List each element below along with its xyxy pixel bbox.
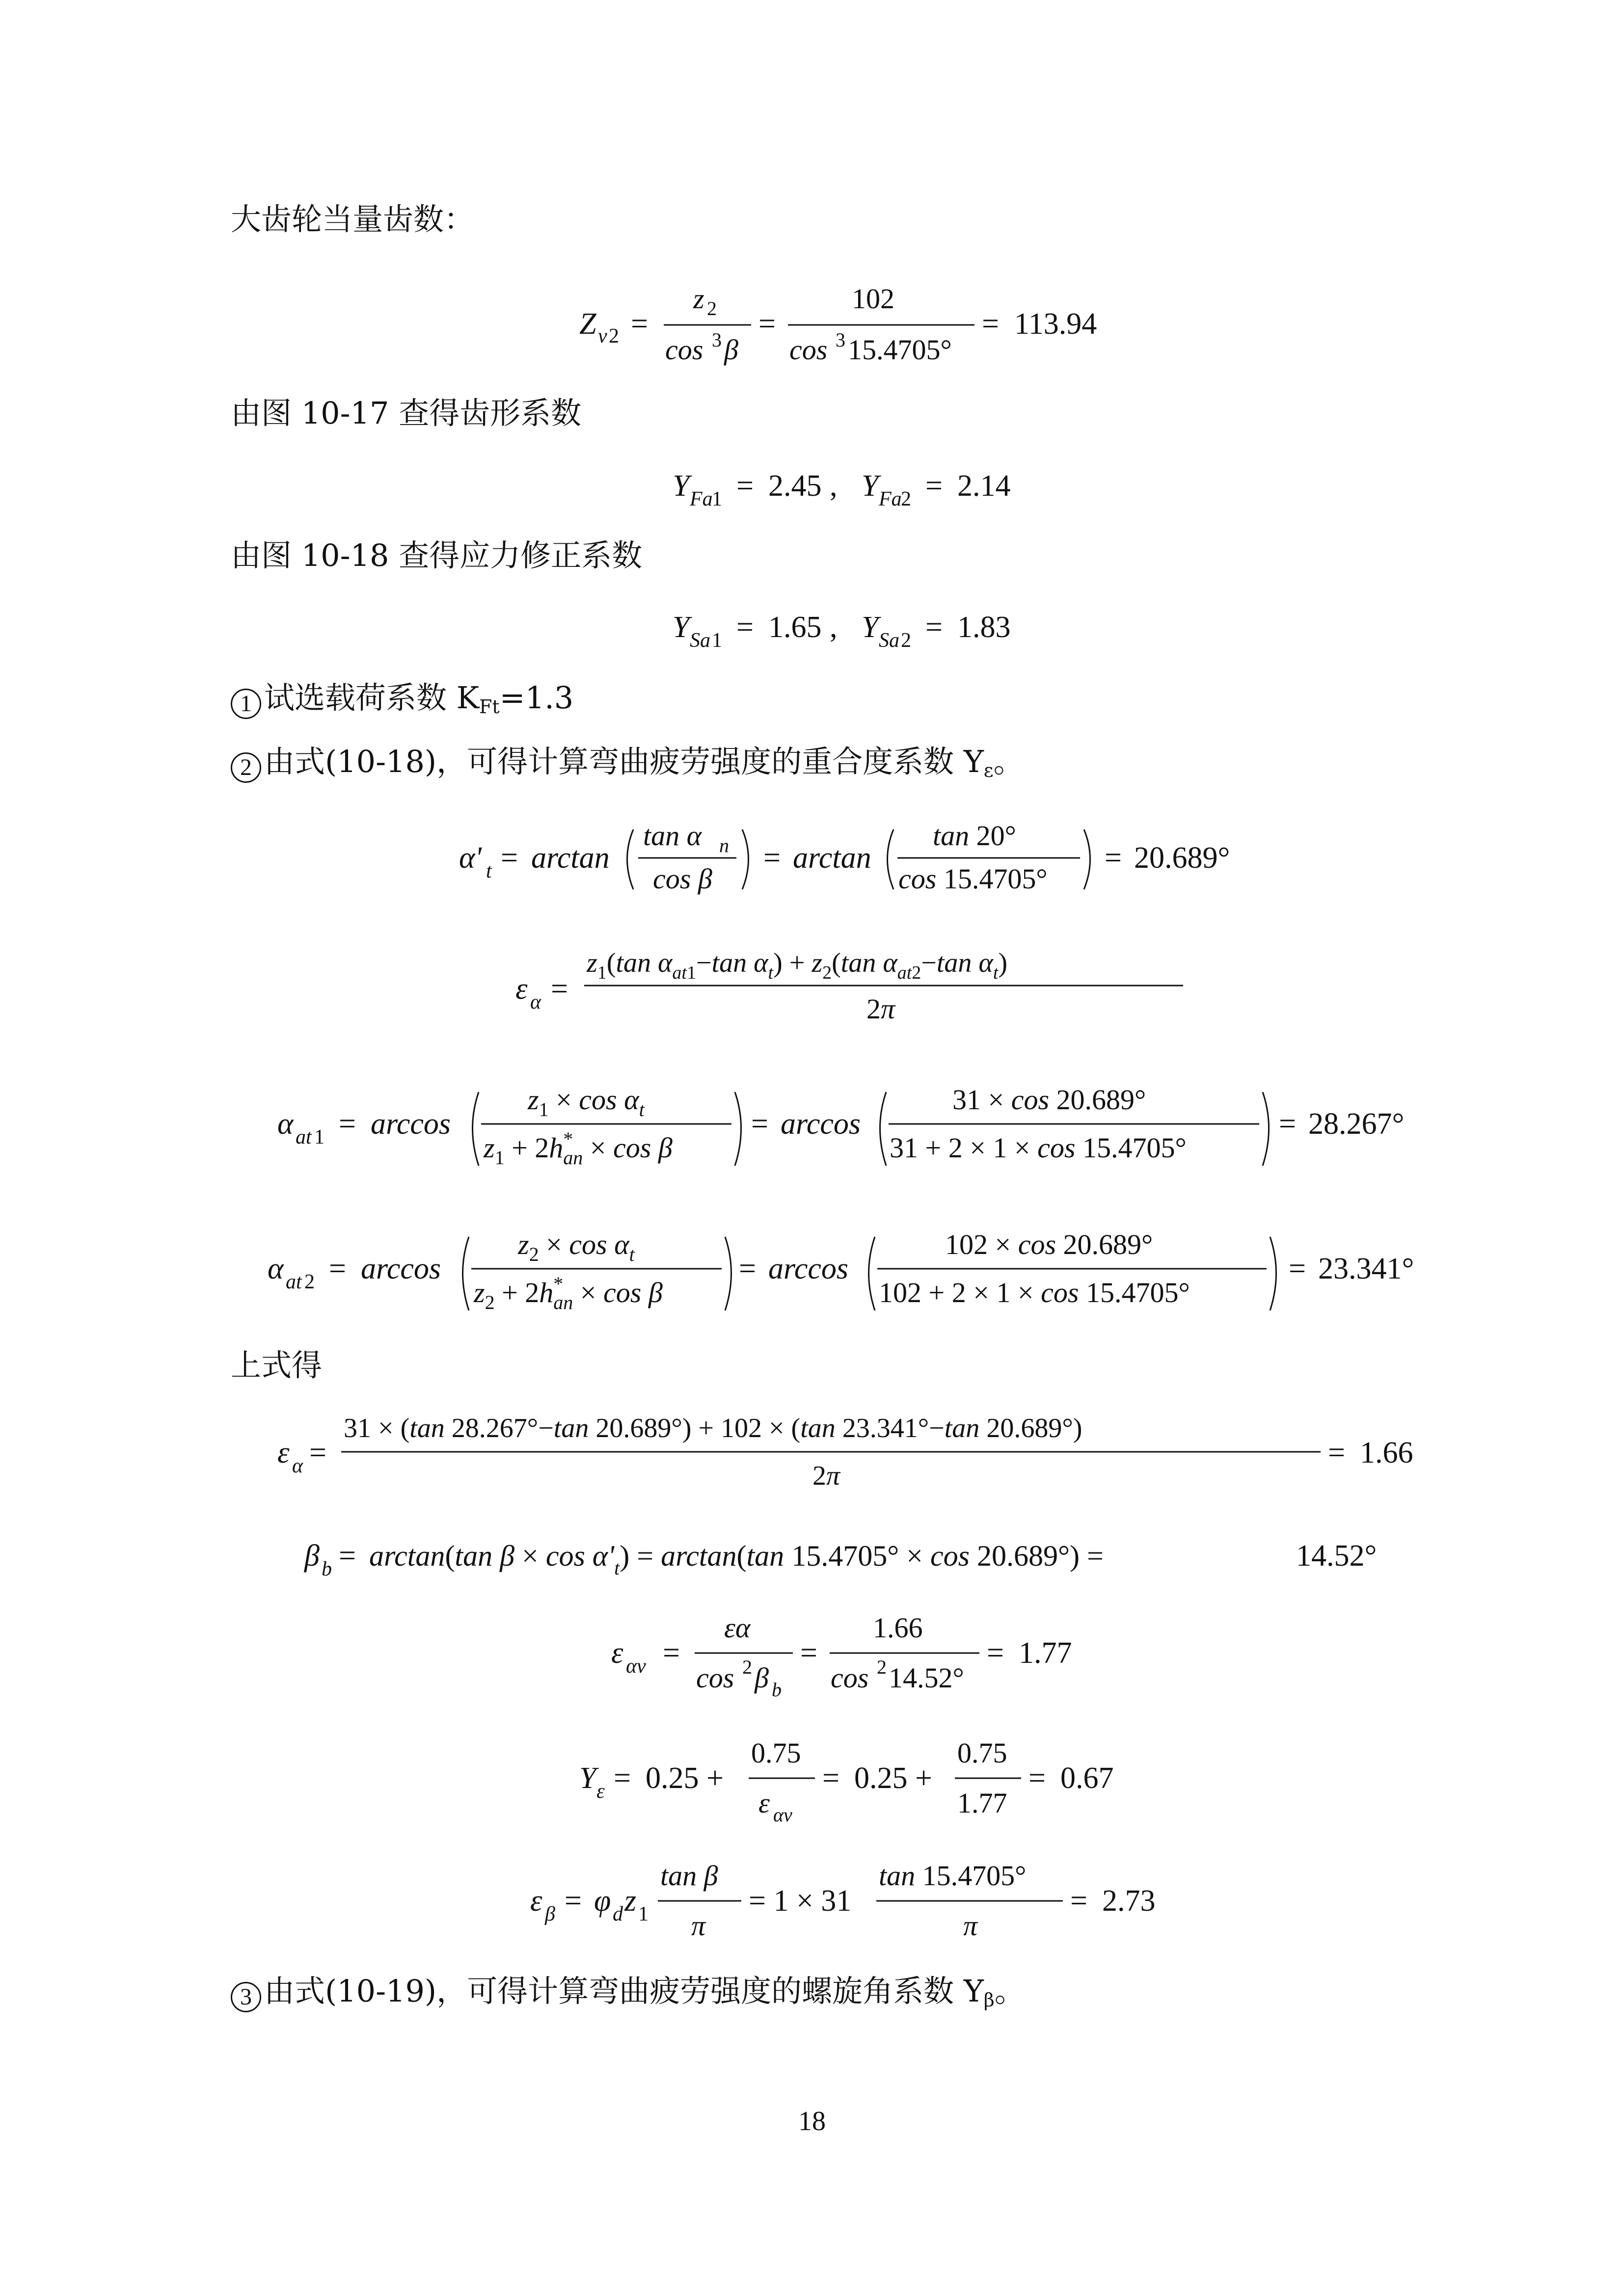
svg-text:=: = <box>751 1107 768 1141</box>
svg-text:3: 3 <box>836 329 845 351</box>
svg-text:2π: 2π <box>812 1461 840 1491</box>
svg-text:cos 15.4705°: cos 15.4705° <box>898 863 1048 895</box>
svg-text:=: = <box>329 1252 346 1285</box>
svg-text:z1 × cos αt: $z_1 \times \cos \alpha_t$ <box>528 1084 645 1121</box>
svg-text:=: = <box>614 1762 631 1795</box>
svg-text:102 × cos 20.689°: 102 × cos 20.689° <box>945 1228 1153 1260</box>
svg-text:=: = <box>736 469 754 503</box>
equation-eps-av <box>0 1605 1624 1713</box>
equation-yfa <box>0 456 1624 515</box>
svg-text:Fa: Fa <box>879 488 902 510</box>
svg-text:at: at <box>286 1271 302 1293</box>
svg-text:=: = <box>800 1636 817 1670</box>
ysa2-value: 1.83 <box>957 611 1011 644</box>
step-2-subscript: ε <box>983 760 994 781</box>
text-stress-correction-factor: 由图 10-18 查得应力修正系数 <box>231 537 643 573</box>
svg-text:2: 2 <box>707 297 717 320</box>
svg-text:=: = <box>822 1762 839 1795</box>
equation-y-eps <box>0 1730 1624 1838</box>
svg-text:π: π <box>691 1910 706 1942</box>
svg-text:b: b <box>772 1679 782 1701</box>
alpha-t-result: 20.689° <box>1134 841 1230 875</box>
svg-text:arctan(tan β × cos α't) = arct: arctan(tan $\beta \times \cos \alpha'_t) = \arctan(\tan$ 15.4705° × cos 20.689°) = <box>369 1540 1104 1579</box>
equation-eps-beta <box>0 1853 1624 1961</box>
svg-text:z1(tan αat1−tan αt) + z2(tan α: $z_1(\tan$ $\alpha_{at}1-\tan$ $\alpha_t) + z_2(\tan$ $\alpha_{at}2-\tan$ $\alpha_t$) <box>587 948 1008 983</box>
alpha-at2-result: 23.341° <box>1318 1252 1414 1285</box>
svg-text:cos: cos <box>789 334 828 366</box>
svg-text:1.66: 1.66 <box>873 1612 923 1644</box>
svg-text:arccos: arccos <box>371 1107 451 1141</box>
ysa1-value: 1.65 <box>768 611 822 644</box>
svg-text:=: = <box>663 1636 680 1670</box>
svg-text:=: = <box>758 307 776 341</box>
svg-text:φ: φ <box>594 1884 611 1918</box>
svg-text:ε: ε <box>277 1436 290 1469</box>
svg-text:Y: Y <box>673 469 690 503</box>
circled-number-1: 1 <box>231 689 261 719</box>
svg-text:=: = <box>1279 1107 1296 1141</box>
svg-text:0.75: 0.75 <box>751 1737 801 1769</box>
svg-text:z: z <box>693 283 704 315</box>
svg-text:arctan: arctan <box>793 841 871 875</box>
svg-text:cos: cos <box>665 334 704 366</box>
svg-text:31 × (tan 28.267°−tan 20.689°): 31 × (tan 28.267°−tan 20.689°) + 102 × (tan 23.341°−tan 20.689°) <box>344 1413 1083 1443</box>
svg-text:=: = <box>1328 1436 1345 1469</box>
eps-av-result: 1.77 <box>1019 1636 1072 1670</box>
svg-text:2π: 2π <box>866 993 895 1025</box>
zv2-result: 113.94 <box>1014 307 1097 341</box>
text-tooth-form-factor: 由图 10-17 查得齿形系数 <box>231 395 582 431</box>
equation-alpha-at2 <box>0 1215 1624 1328</box>
svg-text:=: = <box>339 1107 356 1141</box>
svg-text:2: 2 <box>304 1271 315 1293</box>
svg-text:Y: Y <box>862 611 879 644</box>
alpha-at1-result: 28.267° <box>1308 1107 1405 1141</box>
svg-text:cos β: cos β <box>653 863 712 895</box>
svg-text:3: 3 <box>712 329 722 351</box>
svg-text:= 1 × 31: = 1 × 31 <box>749 1884 852 1918</box>
svg-text:β: β <box>545 1903 555 1925</box>
svg-text:π: π <box>963 1910 978 1942</box>
svg-text:b: b <box>322 1558 332 1580</box>
svg-text:=: = <box>1070 1884 1087 1918</box>
svg-text:ε: ε <box>611 1636 623 1670</box>
svg-text:=: = <box>987 1636 1004 1670</box>
yfa2-value: 2.14 <box>957 469 1011 503</box>
svg-text:z2 + 2h*an × cos β: $z_2 + 2h^*$ an × cos β <box>474 1273 663 1313</box>
svg-text:Sa: Sa <box>879 629 899 652</box>
svg-text:α: α <box>292 1455 303 1477</box>
equation-eps-alpha-numeric <box>0 1409 1624 1492</box>
svg-text:t: t <box>486 860 492 882</box>
svg-text:15.4705°: 15.4705° <box>848 334 952 366</box>
svg-text:0.25 +: 0.25 + <box>646 1762 724 1795</box>
svg-text:=: = <box>631 307 648 341</box>
svg-text:tan 15.4705°: tan 15.4705° <box>879 1860 1027 1892</box>
step-3-helix-angle <box>231 1973 1025 2012</box>
step-3-text: 由式(10-19)，可得计算弯曲疲劳强度的螺旋角系数 Y <box>264 1973 984 2009</box>
svg-text:2: 2 <box>901 488 911 510</box>
circled-number-2: 2 <box>231 752 261 783</box>
svg-text:Y: Y <box>673 611 690 644</box>
svg-text:Sa: Sa <box>690 629 710 652</box>
svg-text:14.52°: 14.52° <box>889 1662 964 1694</box>
text-large-gear-equivalent-teeth: 大齿轮当量齿数： <box>231 201 475 237</box>
svg-text:1: 1 <box>314 1126 325 1148</box>
svg-text:31 + 2 × 1 × cos 15.4705°: 31 + 2 × 1 × cos 15.4705° <box>890 1132 1187 1164</box>
eps-beta-result: 2.73 <box>1102 1884 1156 1918</box>
page-number: 18 <box>798 2106 826 2136</box>
svg-text:2: 2 <box>742 1656 752 1678</box>
svg-text:Fa: Fa <box>690 488 713 510</box>
svg-text:at: at <box>296 1126 312 1148</box>
step-2-end: 。 <box>993 744 1024 779</box>
svg-text:arctan: arctan <box>531 841 610 875</box>
svg-text:2: 2 <box>877 1656 887 1678</box>
equation-zv2 <box>0 275 1624 373</box>
svg-text:,: , <box>830 611 838 644</box>
svg-text:β: β <box>755 1662 769 1694</box>
svg-text:cos: cos <box>696 1662 734 1694</box>
step-3-end: 。 <box>994 1973 1025 2009</box>
svg-text:,: , <box>830 469 838 503</box>
svg-text:z: z <box>624 1884 637 1918</box>
svg-text:Z: Z <box>579 307 596 341</box>
equation-eps-alpha-formula <box>0 933 1624 1031</box>
svg-text:102: 102 <box>852 283 894 315</box>
svg-text:31 × cos 20.689°: 31 × cos 20.689° <box>952 1084 1146 1116</box>
svg-text:tan 20°: tan 20° <box>933 820 1016 852</box>
svg-text:=: = <box>339 1539 356 1573</box>
equation-alpha-t <box>0 810 1624 908</box>
svg-text:cos: cos <box>831 1662 869 1694</box>
svg-text:α: α <box>277 1107 294 1141</box>
circled-number-3: 3 <box>231 1982 261 2012</box>
svg-text:=: = <box>1105 841 1122 875</box>
svg-text:α: α <box>530 991 541 1014</box>
step-2-contact-ratio <box>231 744 1024 783</box>
svg-text:1: 1 <box>712 488 722 510</box>
svg-text:1: 1 <box>712 629 722 652</box>
svg-text:1: 1 <box>638 1903 649 1925</box>
svg-text:2: 2 <box>609 325 619 347</box>
svg-text:z2 × cos αt: $z_2 \times \cos \alpha_t$ <box>518 1228 635 1265</box>
step-1-text: 试选载荷系数 K <box>264 680 480 716</box>
svg-text:ε: ε <box>758 1787 770 1819</box>
svg-text:ε: ε <box>596 1780 605 1803</box>
svg-text:ε: ε <box>515 972 528 1006</box>
svg-text:=: = <box>1289 1252 1306 1285</box>
eps-alpha-result: 1.66 <box>1360 1436 1413 1469</box>
svg-text:v: v <box>598 325 607 347</box>
svg-text:εα: εα <box>724 1612 751 1644</box>
svg-text:=: = <box>565 1884 582 1918</box>
step-1-subscript: Ft <box>479 696 500 718</box>
svg-text:β: β <box>724 334 738 366</box>
svg-text:αv: αv <box>626 1655 646 1678</box>
svg-text:1.77: 1.77 <box>957 1787 1007 1819</box>
svg-text:d: d <box>613 1903 623 1925</box>
svg-text:Y: Y <box>579 1762 596 1795</box>
svg-text:n: n <box>719 834 729 856</box>
svg-text:=: = <box>1029 1762 1046 1795</box>
svg-text:2: 2 <box>901 629 911 652</box>
step-1-value: =1.3 <box>499 680 574 716</box>
svg-text:=: = <box>501 841 518 875</box>
svg-text:ε: ε <box>530 1884 542 1918</box>
svg-text:=: = <box>763 841 781 875</box>
svg-text:102 + 2 × 1 × cos 15.4705°: 102 + 2 × 1 × cos 15.4705° <box>879 1277 1190 1308</box>
svg-text:z1 + 2h*an × cos β: $z_1 + 2h^*$ an × cos β <box>484 1128 673 1169</box>
y-eps-result: 0.67 <box>1060 1762 1114 1795</box>
svg-text:arccos: arccos <box>768 1252 848 1285</box>
yfa1-value: 2.45 <box>768 469 822 503</box>
svg-text:α: α <box>268 1252 284 1285</box>
equation-ysa <box>0 598 1624 657</box>
svg-text:0.75: 0.75 <box>957 1737 1007 1769</box>
svg-text:tan β: tan β <box>660 1860 718 1892</box>
svg-text:α': α' <box>459 841 482 875</box>
svg-text:=: = <box>551 972 568 1006</box>
svg-text:=: = <box>925 611 943 644</box>
svg-text:=: = <box>739 1252 756 1285</box>
svg-text:Y: Y <box>862 469 879 503</box>
step-2-text: 由式(10-18)，可得计算弯曲疲劳强度的重合度系数 Y <box>264 744 984 779</box>
equation-alpha-at1 <box>0 1070 1624 1183</box>
equation-beta-b <box>0 1526 1624 1590</box>
svg-text:=: = <box>982 307 999 341</box>
beta-b-result: 14.52° <box>1296 1539 1377 1573</box>
step-3-subscript: β <box>983 1989 995 2011</box>
step-1-trial-load-factor <box>231 680 573 719</box>
svg-text:arccos: arccos <box>781 1107 861 1141</box>
svg-text:arccos: arccos <box>361 1252 441 1285</box>
svg-text:β: β <box>304 1539 320 1573</box>
svg-text:tan α: tan α <box>643 820 702 852</box>
svg-text:=: = <box>309 1436 326 1469</box>
svg-text:=: = <box>736 611 754 644</box>
text-from-above: 上式得 <box>231 1347 323 1383</box>
svg-text:0.25 +: 0.25 + <box>854 1762 932 1795</box>
svg-text:αv: αv <box>773 1804 792 1826</box>
svg-text:=: = <box>925 469 943 503</box>
